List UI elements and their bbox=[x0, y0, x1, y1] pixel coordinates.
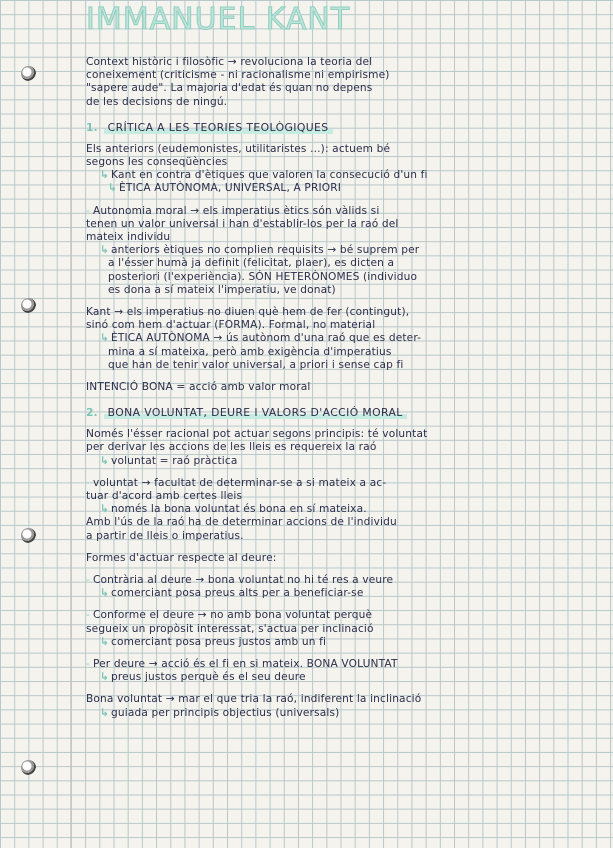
section-2-line bbox=[100, 671, 306, 684]
bullet-arrow-icon: ↳ bbox=[100, 332, 110, 345]
binder-hole bbox=[21, 66, 36, 81]
section-1-line bbox=[86, 319, 375, 332]
note-text: "sapere aude". La majoria d'edat és quan no depens bbox=[86, 82, 373, 95]
binder-hole bbox=[21, 528, 36, 543]
section-2-line bbox=[86, 530, 244, 543]
section-1-line bbox=[100, 169, 428, 182]
page-title: IMMANUEL KANT bbox=[86, 2, 351, 37]
section-2-line bbox=[86, 609, 372, 622]
section-1-line bbox=[108, 284, 336, 297]
note-text: Kant → els imperatius no diuen què hem de fer (contingut), bbox=[86, 306, 410, 318]
section-1-line bbox=[86, 231, 170, 244]
bullet-dash-icon: - bbox=[86, 609, 90, 622]
note-text: només la bona voluntat és bona en sí mateixa. bbox=[111, 503, 367, 516]
section-1-line bbox=[100, 244, 419, 257]
note-text: Només l'ésser racional pot actuar segons principis: té voluntat bbox=[86, 428, 428, 441]
section-1-line bbox=[86, 381, 310, 394]
note-text: voluntat = raó pràctica bbox=[111, 454, 238, 467]
bullet-arrow-icon: ↳ bbox=[100, 587, 110, 600]
section-2-line bbox=[100, 636, 326, 649]
binder-hole bbox=[21, 298, 36, 313]
note-text: es dona a sí mateix l'imperatiu, ve donat) bbox=[108, 283, 336, 296]
section-1-line bbox=[108, 359, 404, 372]
note-text: comerciant posa preus justos amb un fi bbox=[111, 635, 327, 648]
note-text: voluntat → facultat de determinar-se a si mateix a ac- bbox=[92, 476, 387, 489]
note-text: guiada per principis objectius (universals) bbox=[111, 706, 340, 719]
section-2-line bbox=[86, 490, 242, 503]
bullet-dash-icon: - bbox=[86, 204, 90, 217]
note-text: segueix un propòsit interessat, s'actua per inclinació bbox=[86, 622, 374, 635]
section-1-heading bbox=[86, 121, 333, 135]
note-text: mina a sí mateixa, però amb exigència d'imperatius bbox=[108, 345, 392, 358]
note-text: ÈTICA AUTÒNOMA → ús autònom d'una raó que es deter- bbox=[111, 332, 422, 345]
section-2-line bbox=[86, 574, 393, 587]
note-text: Context històric i filosòfic → revoluciona la teoria del bbox=[86, 56, 373, 68]
note-text: Per deure → acció és el fi en si mateix. BONA VOLUNTAT bbox=[92, 658, 398, 670]
section-2-line bbox=[86, 477, 386, 490]
note-text: Autonomia moral → els imperatius ètics són vàlids si bbox=[92, 204, 380, 217]
note-text: de les decisions de ningú. bbox=[86, 95, 228, 108]
note-text: sinó com hem d'actuar (FORMA). Formal, no material bbox=[86, 319, 376, 332]
note-text: a partir de lleis o imperatius. bbox=[86, 529, 244, 542]
note-text: preus justos perquè és el seu deure bbox=[111, 671, 306, 684]
section-1-line bbox=[100, 332, 421, 345]
bullet-dash-icon: - bbox=[86, 658, 90, 670]
note-text: Kant en contra d'ètiques que valoren la consecució d'un fi bbox=[111, 169, 428, 182]
bullet-arrow-icon: ↳ bbox=[100, 635, 110, 648]
bullet-arrow-icon: ↳ bbox=[100, 244, 110, 257]
section-1-line bbox=[108, 182, 341, 195]
note-text: a l'ésser humà ja definit (felicitat, plaer), es dicten a bbox=[108, 257, 395, 270]
note-text: Formes d'actuar respecte al deure: bbox=[86, 551, 277, 564]
bullet-arrow-icon: ↳ bbox=[100, 503, 110, 516]
section-2-line bbox=[86, 623, 374, 636]
bullet-dash-icon: - bbox=[86, 476, 90, 489]
section-2-line bbox=[100, 503, 367, 516]
note-text: anteriors ètiques no complien requisits → bé suprem per bbox=[111, 244, 420, 257]
bullet-arrow-icon: ↳ bbox=[100, 454, 110, 467]
note-text: ÈTICA AUTÒNOMA, UNIVERSAL, A PRIORI bbox=[119, 182, 341, 195]
section-2-line bbox=[100, 707, 339, 720]
note-text: Bona voluntat → mar el que tria la raó, indiferent la inclinació bbox=[86, 693, 422, 706]
section-2-line bbox=[86, 441, 376, 454]
section-heading-text: CRÍTICA A LES TEORIES TEOLÒGIQUES bbox=[104, 121, 333, 134]
section-1-line bbox=[86, 156, 227, 169]
notebook-margin-line bbox=[70, 0, 71, 848]
section-1-line bbox=[86, 143, 390, 156]
section-number: 2. bbox=[86, 406, 98, 420]
note-text: posteriori (l'experiència). SÓN HETERÒNOMES (individuo bbox=[108, 270, 418, 283]
intro-line bbox=[86, 56, 372, 69]
section-2-heading bbox=[86, 406, 407, 420]
bullet-arrow-icon: ↳ bbox=[100, 706, 110, 719]
section-1-line bbox=[108, 271, 417, 284]
bullet-arrow-icon: ↳ bbox=[108, 182, 118, 195]
section-2-line bbox=[100, 587, 364, 600]
note-text: per derivar les accions de les lleis es requereix la raó bbox=[86, 441, 377, 454]
note-text: tuar d'acord amb certes lleis bbox=[86, 490, 243, 502]
section-1-line bbox=[86, 218, 399, 231]
intro-line bbox=[86, 82, 372, 95]
note-text: INTENCIÓ BONA = acció amb valor moral bbox=[86, 381, 311, 393]
section-1-line bbox=[108, 257, 394, 270]
note-text: Amb l'ús de la raó ha de determinar accions de l'individu bbox=[86, 516, 397, 529]
section-2-line bbox=[86, 428, 427, 441]
bullet-dash-icon: - bbox=[86, 574, 90, 586]
section-1-line bbox=[86, 306, 409, 319]
bullet-arrow-icon: ↳ bbox=[100, 671, 110, 684]
section-2-line bbox=[86, 552, 276, 565]
binder-hole bbox=[21, 760, 36, 775]
section-number: 1. bbox=[86, 120, 98, 134]
note-text: Contrària al deure → bona voluntat no hi té res a veure bbox=[92, 574, 394, 586]
note-text: Conforme el deure → no amb bona voluntat perquè bbox=[92, 609, 373, 622]
note-text: comerciant posa preus alts per a beneficiar-se bbox=[111, 587, 364, 600]
intro-line bbox=[86, 96, 227, 109]
section-2-line bbox=[86, 658, 398, 671]
note-text: coneixement (criticisme - ni racionalisme ni empirisme) bbox=[86, 69, 390, 82]
note-text: Els anteriors (eudemonistes, utilitaristes ...): actuem bé bbox=[86, 142, 391, 155]
intro-line bbox=[86, 69, 390, 82]
note-text: mateix individu bbox=[86, 231, 171, 243]
section-2-line bbox=[86, 516, 397, 529]
section-2-line bbox=[100, 455, 238, 468]
section-1-line bbox=[108, 346, 392, 359]
note-text: tenen un valor universal i han d'establir-los per la raó del bbox=[86, 217, 399, 230]
section-heading-text: BONA VOLUNTAT, DEURE I VALORS D'ACCIÓ MORAL bbox=[104, 406, 407, 419]
section-1-line bbox=[86, 205, 379, 218]
bullet-arrow-icon: ↳ bbox=[100, 169, 110, 182]
note-text: que han de tenir valor universal, a priori i sense cap fi bbox=[108, 358, 404, 371]
section-2-line bbox=[86, 693, 421, 706]
note-text: segons les conseqüències bbox=[86, 156, 228, 168]
